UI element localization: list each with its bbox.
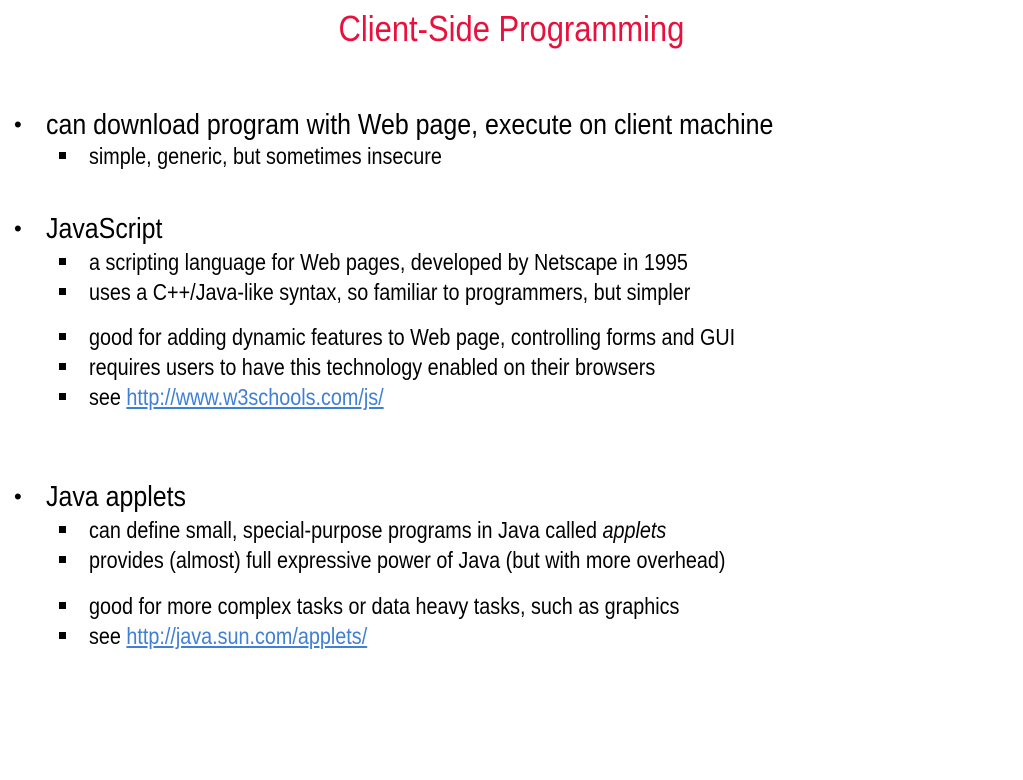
section-heading: Java applets xyxy=(46,481,187,513)
bullet-icon: • xyxy=(14,112,22,137)
square-bullet-icon xyxy=(59,602,66,609)
bullet-item: requires users to have this technology enabled on their browsers xyxy=(89,354,656,380)
square-bullet-icon xyxy=(59,152,66,159)
item-emphasis: applets xyxy=(602,517,667,543)
see-prefix: see xyxy=(89,623,127,649)
bullet-item: provides (almost) full expressive power of Java (but with more overhead) xyxy=(89,547,726,573)
bullet-item: simple, generic, but sometimes insecure xyxy=(89,143,442,169)
square-bullet-icon xyxy=(59,258,66,265)
bullet-icon: • xyxy=(14,484,22,509)
bullet-item xyxy=(89,384,384,411)
slide-title: Client-Side Programming xyxy=(338,8,685,49)
section-heading: JavaScript xyxy=(46,213,163,245)
bullet-item: good for adding dynamic features to Web page, controlling forms and GUI xyxy=(89,324,736,350)
section-heading: can download program with Web page, execute on client machine xyxy=(46,109,774,141)
bullet-item: good for more complex tasks or data heavy tasks, such as graphics xyxy=(89,593,680,619)
square-bullet-icon xyxy=(59,333,66,340)
bullet-item xyxy=(89,623,367,650)
square-bullet-icon xyxy=(59,363,66,370)
square-bullet-icon xyxy=(59,556,66,563)
java-applets-link[interactable]: http://java.sun.com/applets/ xyxy=(126,623,368,649)
w3schools-link[interactable]: http://www.w3schools.com/js/ xyxy=(126,384,384,410)
bullet-icon: • xyxy=(14,216,22,241)
bullet-item: uses a C++/Java-like syntax, so familiar to programmers, but simpler xyxy=(89,279,691,305)
square-bullet-icon xyxy=(59,288,66,295)
bullet-item: a scripting language for Web pages, developed by Netscape in 1995 xyxy=(89,249,688,275)
square-bullet-icon xyxy=(59,632,66,639)
see-prefix: see xyxy=(89,384,127,410)
square-bullet-icon xyxy=(59,526,66,533)
item-text: can define small, special-purpose programs in Java called xyxy=(89,517,603,543)
square-bullet-icon xyxy=(59,393,66,400)
bullet-item xyxy=(89,517,666,544)
